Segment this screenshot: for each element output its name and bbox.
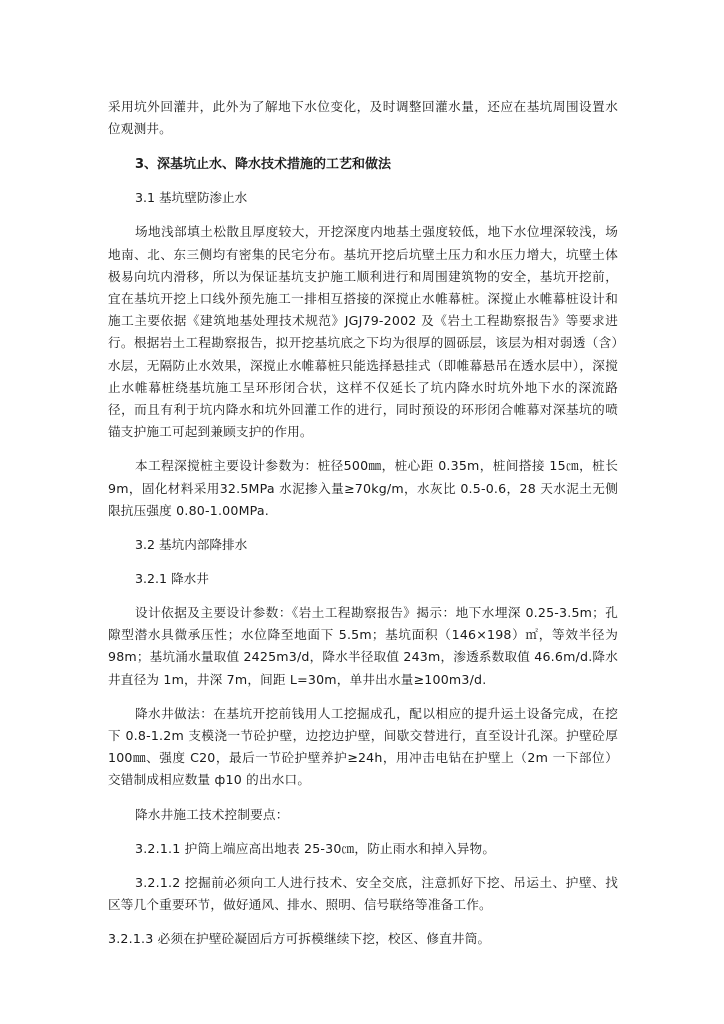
paragraph-intro: 采用坑外回灌井，此外为了解地下水位变化，及时调整回灌水量，还应在基坑周围设置水位观测井。	[108, 99, 618, 137]
paragraph-pile-parameters: 本工程深搅桩主要设计参数为：桩径500㎜，桩心距 0.35m，桩间搭接 15㎝，桩长9m，固化材料采用32.5MPa 水泥掺入量≥70kg/m，水灰比 0.5-0.6，28 天水泥土无侧限抗压强度 0.80-1.00MPa.	[108, 458, 618, 518]
paragraph-design-parameters: 设计依据及主要设计参数：《岩土工程勘察报告》揭示：地下水埋深 0.25-3.5m；孔隙型潜水具微承压性；水位降至地面下 5.5m；基坑面积（146×198）㎡，等效半径为98m；基坑涌水量取值 2425m3/d，降水半径取值 243m，渗透系数取值 46.6m/d.降水井直径为 1m，井深 7m，间距 L=30m，单井出水量≥100m3/d.	[108, 605, 618, 687]
paragraph-well-method: 降水井做法：在基坑开挖前钱用人工挖掘成孔，配以相应的提升运土设备完成，在挖下 0.8-1.2m 支模浇一节砼护壁，边挖边护壁，间歇交替进行，直至设计孔深。护壁砼厚100㎜、强度 C20，最后一节砼护壁养护≥24h，用冲击电钻在护壁上（2m 一下部位）交错制成相应数量 ф10 的出水口。	[108, 705, 618, 788]
subsection-heading-3-1: 3.1 基坑壁防渗止水	[135, 190, 248, 206]
section-heading-3: 3、深基坑止水、降水技术措施的工艺和做法	[135, 157, 392, 173]
paragraph-control-points: 降水井施工技术控制要点：	[135, 806, 289, 822]
paragraph-item-3-2-1-3: 3.2.1.3 必须在护壁砼凝固后方可拆模继续下挖，校区、修直井筒。	[108, 931, 491, 947]
document-page	[108, 96, 618, 951]
subsection-heading-3-2-1: 3.2.1 降水井	[135, 571, 209, 587]
paragraph-item-3-2-1-2: 3.2.1.2 挖掘前必须向工人进行技术、安全交底，注意抓好下挖、吊运土、护壁、找区等几个重要环节，做好通风、排水、照明、信号联络等准备工作。	[108, 875, 618, 913]
subsection-heading-3-2: 3.2 基坑内部降排水	[135, 537, 248, 553]
paragraph-site-conditions: 场地浅部填土松散且厚度较大，开挖深度内地基土强度较低，地下水位埋深较浅，场地南、北、东三侧均有密集的民宅分布。基坑开挖后坑壁土压力和水压力增大，坑壁土体极易向坑内滑移，所以为保证基坑支护施工顺利进行和周围建筑物的安全，基坑开挖前，宜在基坑开挖上口线外预先施工一排相互搭接的深搅止水帷幕桩。深搅止水帷幕桩设计和施工主要依据《建筑地基处理技术规范》JGJ79-2002 及《岩土工程勘察报告》等要求进行。根据岩土工程勘察报告，拟开挖基坑底之下均为很厚的圆砾层，该层为相对弱透（含）水层，无隔防止水效果，深搅止水帷幕桩只能选择悬挂式（即帷幕悬吊在透水层中），深搅止水帷幕桩绕基坑施工呈环形闭合状，这样不仅延长了坑内降水时坑外地下水的深流路径，而且有利于坑内降水和坑外回灌工作的进行，同时预设的环形闭合帷幕对深基坑的喷锚支护施工可起到兼顾支护的作用。	[108, 224, 618, 440]
paragraph-item-3-2-1-1: 3.2.1.1 护筒上端应高出地表 25-30㎝，防止雨水和掉入异物。	[135, 840, 496, 856]
